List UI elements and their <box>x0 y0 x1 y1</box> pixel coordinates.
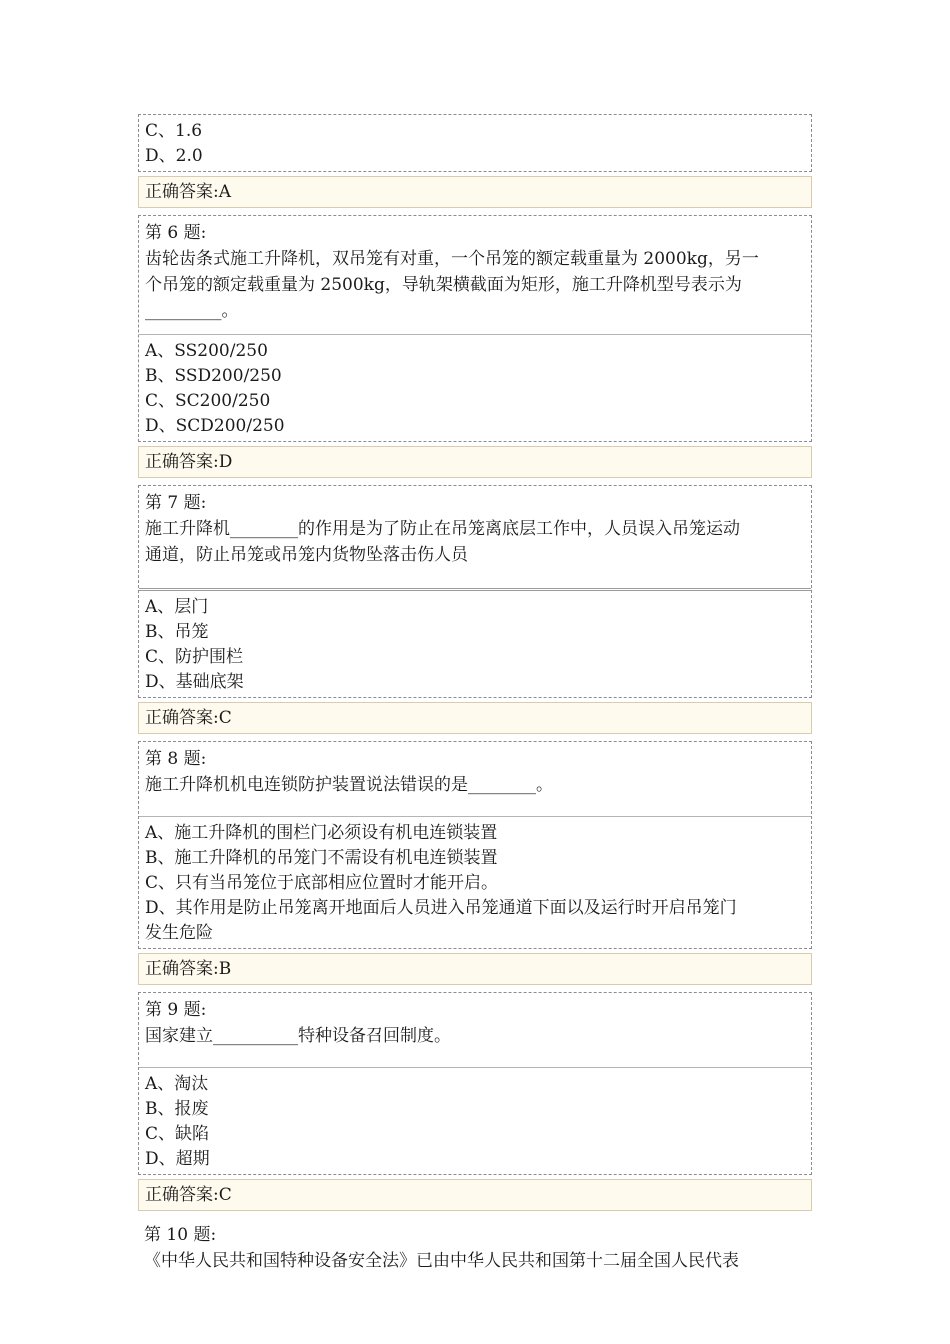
q7-answer <box>138 702 812 734</box>
q8-box <box>138 741 812 949</box>
q8-option-d: D、其作用是防止吊笼离开地面后人员进入吊笼通道下面以及运行时开启吊笼门 <box>145 898 737 918</box>
answer-prefix: 正确答案: <box>145 708 219 728</box>
q6-text-line-2: 个吊笼的额定载重量为 2500kg，导轨架横截面为矩形，施工升降机型号表示为 <box>145 275 742 295</box>
q9-option-d: D、超期 <box>145 1149 210 1169</box>
q6-box <box>138 215 812 442</box>
q9-answer <box>138 1179 812 1211</box>
q6-text-line-1: 齿轮齿条式施工升降机，双吊笼有对重，一个吊笼的额定载重量为 2000kg，另一 <box>145 249 759 269</box>
q8-number: 第 8 题: <box>145 749 207 769</box>
q8-option-a: A、施工升降机的围栏门必须设有机电连锁装置 <box>145 823 498 843</box>
answer-prefix: 正确答案: <box>145 1185 219 1205</box>
q5-options-box <box>138 114 812 172</box>
q10-number: 第 10 题: <box>144 1225 217 1245</box>
q6-option-a: A、SS200/250 <box>145 341 268 361</box>
q8-option-d-cont: 发生危险 <box>145 923 213 943</box>
q5-answer <box>138 176 812 208</box>
q6-options <box>139 335 811 441</box>
q7-options <box>139 591 811 697</box>
q7-option-d: D、基础底架 <box>145 672 244 692</box>
q6-question <box>139 216 811 335</box>
q5-options <box>139 115 811 171</box>
q5-option-c: C、1.6 <box>145 121 203 141</box>
q8-option-b: B、施工升降机的吊笼门不需设有机电连锁装置 <box>145 848 498 868</box>
q9-option-c: C、缺陷 <box>145 1124 210 1144</box>
q7-option-b: B、吊笼 <box>145 622 209 642</box>
q7-box <box>138 485 812 698</box>
q7-option-c: C、防护围栏 <box>145 647 244 667</box>
q7-number: 第 7 题: <box>145 493 207 513</box>
q9-text-line-1: 国家建立__________特种设备召回制度。 <box>145 1026 451 1046</box>
q8-answer-value: B <box>218 959 232 979</box>
q6-answer-value: D <box>218 452 233 472</box>
q9-options <box>139 1068 811 1174</box>
q8-answer <box>138 953 812 985</box>
q7-text-line-2: 通道，防止吊笼或吊笼内货物坠落击伤人员 <box>145 545 468 565</box>
answer-prefix: 正确答案: <box>145 182 219 202</box>
q6-answer <box>138 446 812 478</box>
answer-prefix: 正确答案: <box>145 959 219 979</box>
q9-number: 第 9 题: <box>145 1000 207 1020</box>
q7-option-a: A、层门 <box>145 597 209 617</box>
q8-option-c: C、只有当吊笼位于底部相应位置时才能开启。 <box>145 873 499 893</box>
q7-text-line-1: 施工升降机________的作用是为了防止在吊笼离底层工作中，人员误入吊笼运动 <box>145 519 740 539</box>
q6-number: 第 6 题: <box>145 223 207 243</box>
q5-answer-value: A <box>218 182 232 202</box>
q5-option-d: D、2.0 <box>145 146 203 166</box>
q10-text-line-1: 《中华人民共和国特种设备安全法》已由中华人民共和国第十二届全国人民代表 <box>144 1251 739 1271</box>
q6-option-d: D、SCD200/250 <box>145 416 285 436</box>
q9-question <box>139 993 811 1068</box>
q6-text-line-3: _________。 <box>145 301 239 321</box>
q9-option-a: A、淘汰 <box>145 1074 209 1094</box>
q6-option-b: B、SSD200/250 <box>145 366 282 386</box>
q8-question <box>139 742 811 817</box>
q10-question <box>138 1218 812 1274</box>
q7-answer-value: C <box>218 708 232 728</box>
q9-answer-value: C <box>218 1185 232 1205</box>
q6-option-c: C、SC200/250 <box>145 391 271 411</box>
question-list <box>138 114 812 1274</box>
q9-option-b: B、报废 <box>145 1099 209 1119</box>
q8-options <box>139 817 811 948</box>
answer-prefix: 正确答案: <box>145 452 219 472</box>
q8-text-line-1: 施工升降机机电连锁防护装置说法错误的是________。 <box>145 775 553 795</box>
q7-question <box>139 486 811 591</box>
q9-box <box>138 992 812 1175</box>
